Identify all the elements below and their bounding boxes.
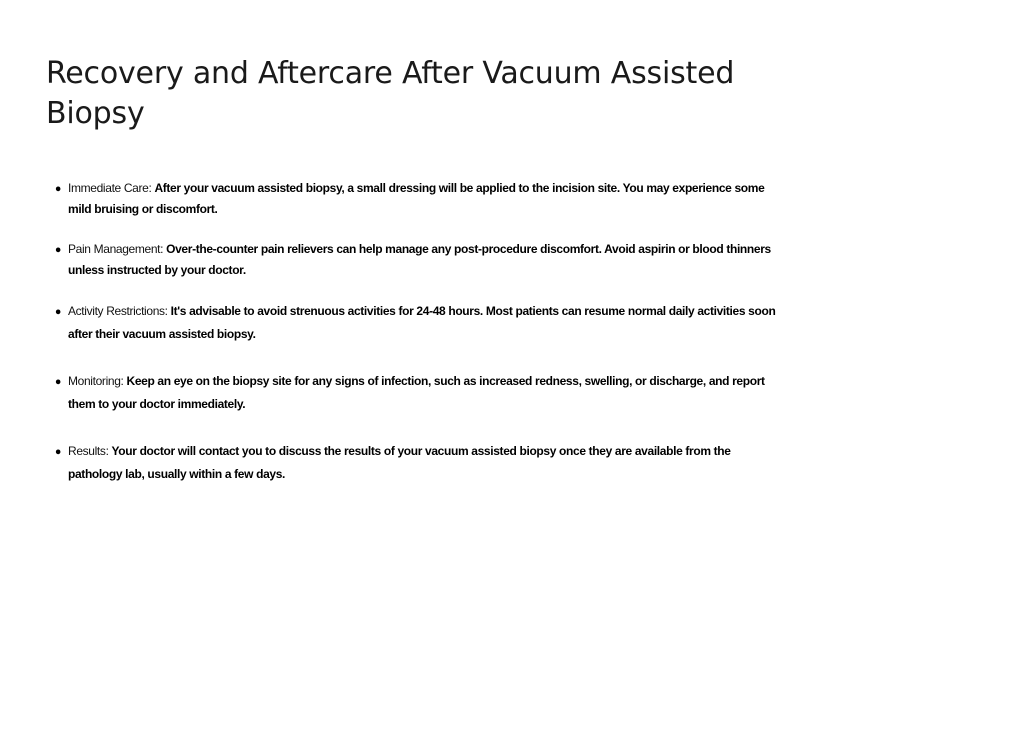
aftercare-list <box>54 178 784 486</box>
item-text: Over-the-counter pain relievers can help manage any post-procedure discomfort. Avoid aspirin or blood thinners unless instructed by your doctor. <box>68 242 771 277</box>
item-label: Immediate Care: <box>68 181 155 195</box>
item-label: Results: <box>68 444 112 458</box>
item-label: Activity Restrictions: <box>68 304 171 318</box>
list-item-results <box>54 440 784 486</box>
item-label: Monitoring: <box>68 374 127 388</box>
list-item-activity-restrictions <box>54 300 784 346</box>
bullet-dot: • <box>54 244 62 259</box>
bullet-dot: • <box>54 446 62 461</box>
list-item-pain-management <box>54 239 784 281</box>
item-text: Your doctor will contact you to discuss the results of your vacuum assisted biopsy once they are available from the pathology lab, usually within a few days. <box>68 444 731 481</box>
slide-title: Recovery and Aftercare After Vacuum Assisted Biopsy <box>46 56 735 131</box>
bullet-dot: • <box>54 306 62 321</box>
list-item-monitoring <box>54 370 784 416</box>
bullet-dot: • <box>54 376 62 391</box>
list-item-immediate-care <box>54 178 784 220</box>
bullet-dot: • <box>54 183 62 198</box>
item-text: Keep an eye on the biopsy site for any signs of infection, such as increased redness, swelling, or discharge, and report them to your doctor immediately. <box>68 374 765 411</box>
item-label: Pain Management: <box>68 242 167 256</box>
item-text: It's advisable to avoid strenuous activities for 24-48 hours. Most patients can resume normal daily activities soon after their vacuum assisted biopsy. <box>68 304 776 341</box>
item-text: After your vacuum assisted biopsy, a small dressing will be applied to the incision site. You may experience some mild bruising or discomfort. <box>68 181 765 216</box>
